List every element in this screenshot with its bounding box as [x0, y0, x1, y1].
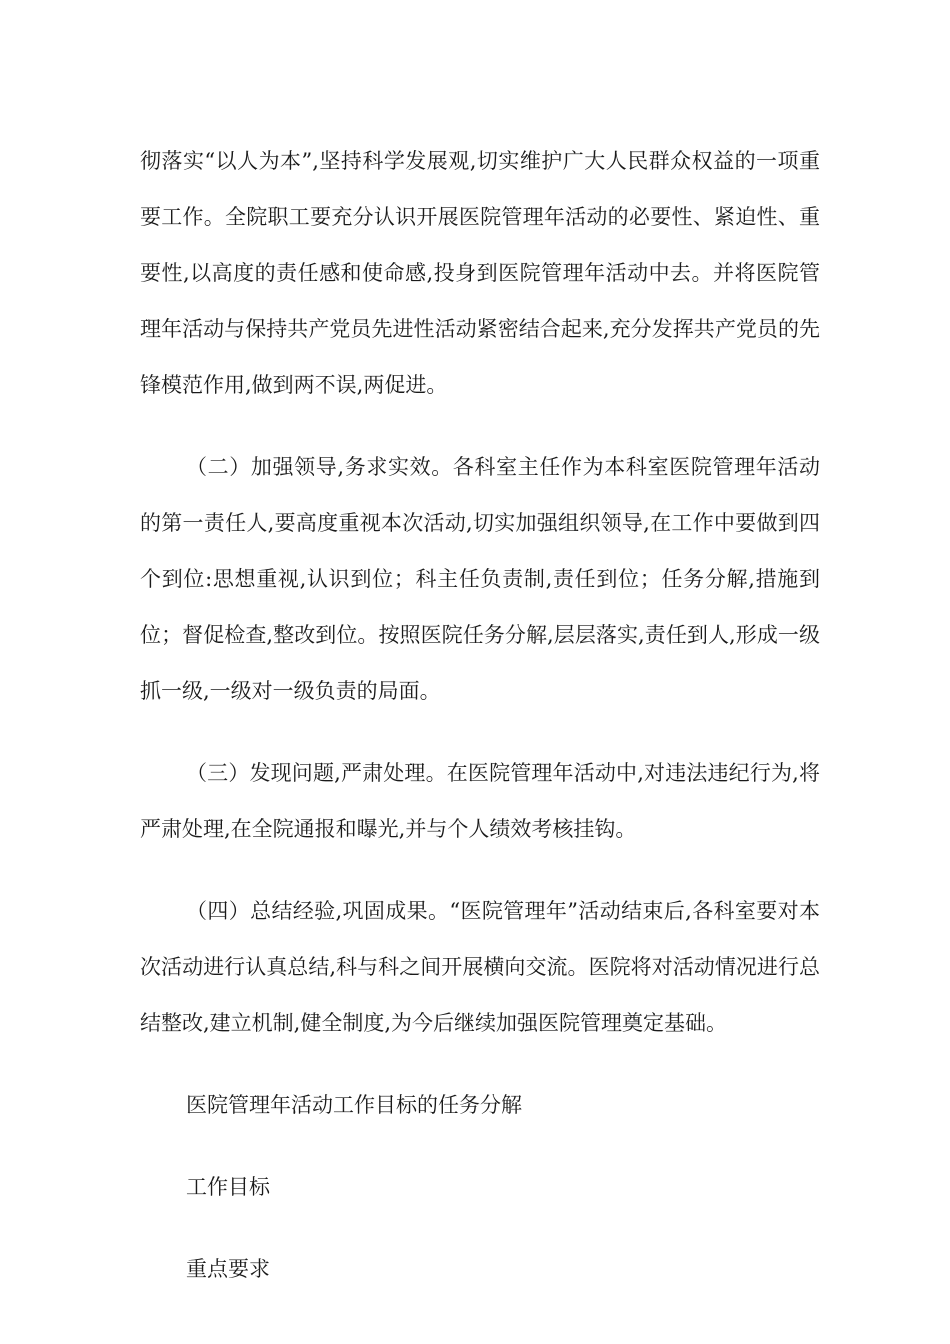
heading-key-requirements: 重点要求 [186, 1257, 270, 1281]
heading-task-breakdown: 医院管理年活动工作目标的任务分解 [186, 1093, 522, 1117]
paragraph-continuation: 彻落实“以人为本”,坚持科学发展观,切实维护广大人民群众权益的一项重要工作。全院职工要充分认识开展医院管理年活动的必要性、紧迫性、重要性,以高度的责任感和使命感,投身到医院管理年活动中去。并将医院管理年活动与保持共产党员先进性活动紧密结合起来,充分发挥共产党员的先锋模范作用,做到两不误,两促进。 [140, 149, 820, 397]
paragraph-section-3: （三）发现问题,严肃处理。在医院管理年活动中,对违法违纪行为,将严肃处理,在全院通报和曝光,并与个人绩效考核挂钩。 [140, 761, 820, 841]
heading-work-goals: 工作目标 [186, 1175, 270, 1199]
paragraph-section-4: （四）总结经验,巩固成果。“医院管理年”活动结束后,各科室要对本次活动进行认真总结,科与科之间开展横向交流。医院将对活动情况进行总结整改,建立机制,健全制度,为今后继续加强医院管理奠定基础。 [140, 899, 820, 1035]
paragraph-section-2: （二）加强领导,务求实效。各科室主任作为本科室医院管理年活动的第一责任人,要高度重视本次活动,切实加强组织领导,在工作中要做到四个到位:思想重视,认识到位；科主任负责制,责任到位；任务分解,措施到位；督促检查,整改到位。按照医院任务分解,层层落实,责任到人,形成一级抓一级,一级对一级负责的局面。 [140, 455, 820, 703]
document-body [140, 133, 820, 1297]
